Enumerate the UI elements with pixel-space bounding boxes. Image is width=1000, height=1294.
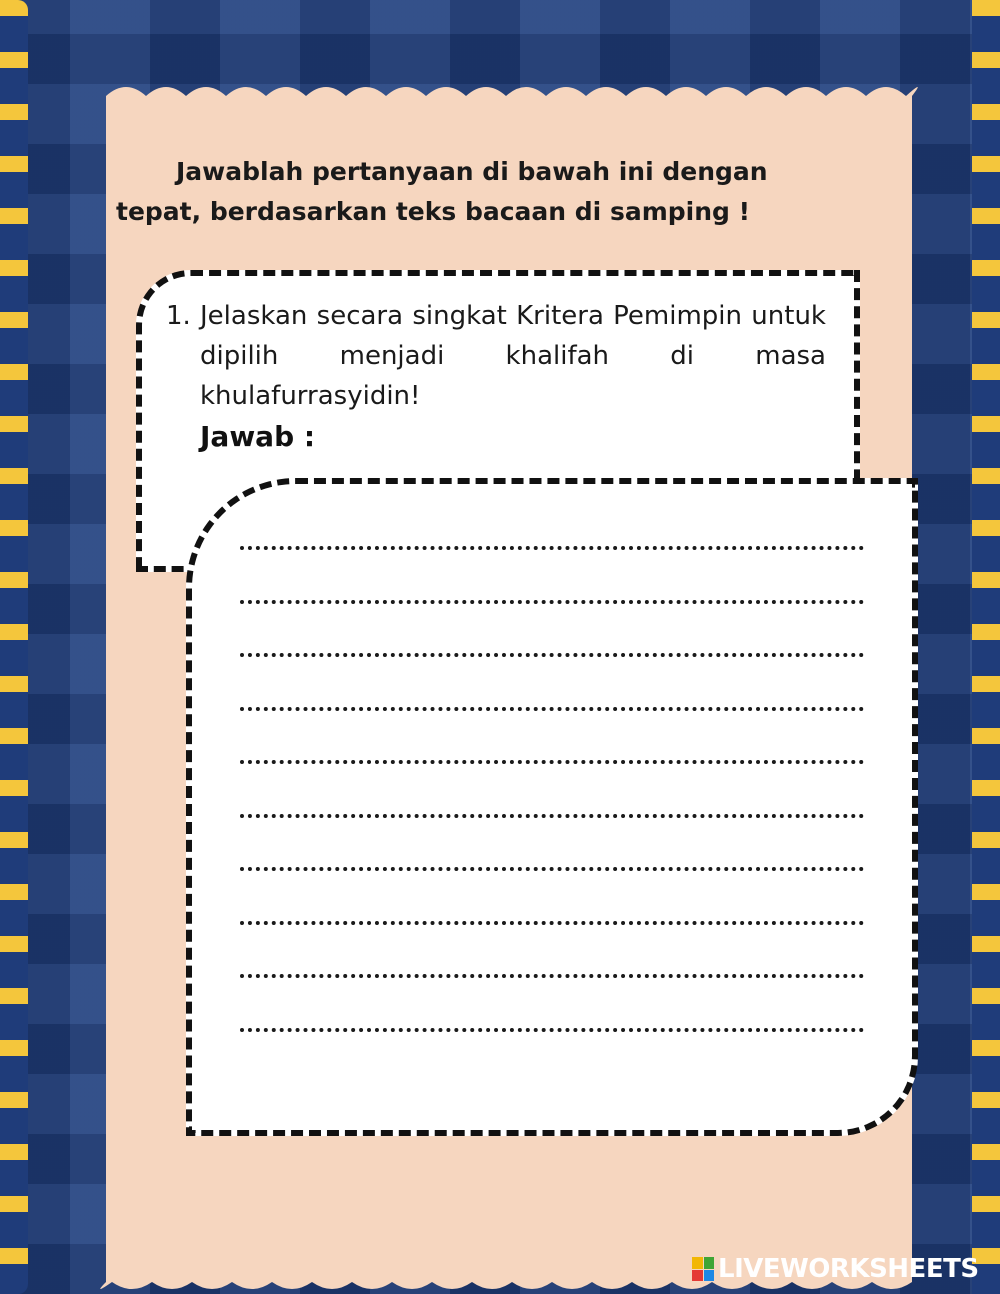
answer-line: [240, 867, 864, 871]
question-text: Jelaskan secara singkat Kritera Pemimpin untuk dipilih menjadi khalifah di masa khulafurrasyidin!: [200, 301, 826, 411]
answer-line: [240, 546, 864, 550]
brand-text: LIVEWORKSHEETS: [718, 1254, 979, 1284]
answer-box[interactable]: [186, 478, 918, 1136]
answer-line: [240, 1028, 864, 1032]
answer-label: Jawab :: [200, 420, 316, 453]
answer-line: [240, 921, 864, 925]
answer-line: [240, 760, 864, 764]
answer-line: [240, 974, 864, 978]
instruction-text: Jawablah pertanyaan di bawah ini dengan tepat, berdasarkan teks bacaan di samping !: [116, 157, 768, 226]
answer-line: [240, 814, 864, 818]
question-number: 1.: [166, 301, 191, 331]
answer-line: [240, 707, 864, 711]
liveworksheets-logo-icon: [692, 1257, 714, 1281]
answer-line: [240, 653, 864, 657]
answer-line: [240, 600, 864, 604]
liveworksheets-branding: [692, 1254, 979, 1284]
question-block: [166, 296, 826, 416]
